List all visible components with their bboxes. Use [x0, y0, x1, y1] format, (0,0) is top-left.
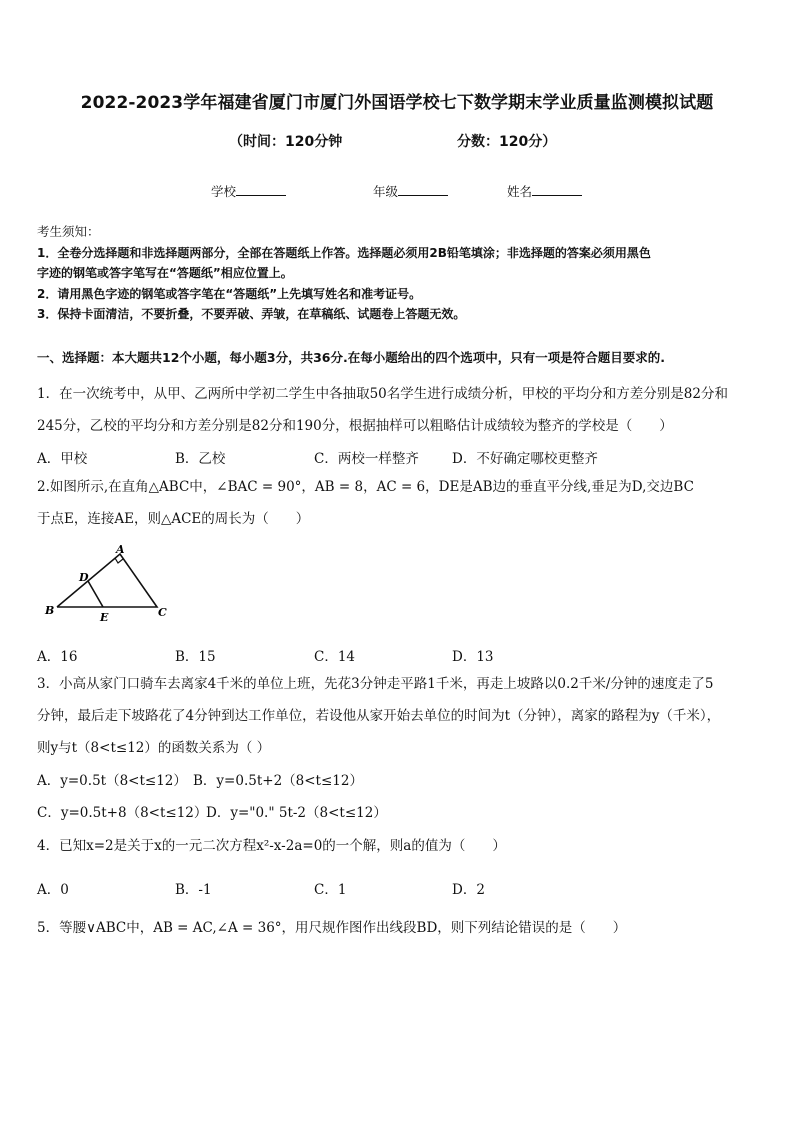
question-3-options-row2 [37, 801, 759, 825]
option-d: D．y="0." 5t-2（8<t≤12） [206, 805, 387, 821]
question-text: 分钟，最后走下坡路花了4分钟到达工作单位，若设他从家开始去单位的时间为t（分钟），离家的路程为y（千米）， [37, 708, 721, 724]
note-item: 2．请用黑色字迹的钢笔或答字笔在“答题纸”上先填写姓名和准考证号。 [37, 286, 422, 301]
grade-label: 年级 [373, 184, 399, 199]
school-blank [236, 183, 286, 196]
question-2 [37, 471, 759, 535]
triangle-figure [40, 540, 180, 625]
option-a: A．0 [37, 882, 69, 898]
option-a: A．甲校 [37, 451, 88, 467]
question-text: 则y与t（8<t≤12）的函数关系为（ ） [37, 740, 271, 756]
grade-blank [398, 183, 448, 196]
label-b: B [45, 604, 55, 617]
name-label: 姓名 [507, 184, 533, 199]
triangle-abc [57, 554, 157, 607]
question-1 [37, 378, 759, 442]
exam-subtitle [0, 131, 794, 151]
option-c: C．1 [314, 882, 347, 898]
note-item: 3．保持卡面清洁，不要折叠，不要弄破、弄皱，在草稿纸、试题卷上答题无效。 [37, 307, 466, 322]
question-2-options [37, 645, 759, 669]
note-item: 1．全卷分选择题和非选择题两部分，全部在答题纸上作答。选择题必须用2B铅笔填涂；非选择题的答案必须用黑色 [37, 245, 651, 260]
question-text: 4．已知x=2是关于x的一元二次方程x²-x-2a=0的一个解，则a的值为（ ） [37, 838, 506, 854]
question-4-options [37, 878, 759, 902]
option-c: C．y=0.5t+8（8<t≤12） [37, 805, 208, 821]
right-angle-mark [115, 558, 123, 563]
option-c: C．两校一样整齐 [314, 451, 419, 467]
question-3-options-row1 [37, 769, 759, 793]
question-5 [37, 912, 759, 944]
option-d: D．2 [452, 882, 485, 898]
option-a: A．16 [37, 649, 78, 665]
option-b: B．y=0.5t+2（8<t≤12） [193, 773, 363, 789]
option-b: B．15 [175, 649, 216, 665]
option-b: B．乙校 [175, 451, 226, 467]
time-label: （时间：120分钟 [229, 134, 343, 150]
school-label: 学校 [211, 184, 237, 199]
label-d: D [79, 571, 89, 584]
label-a: A [116, 543, 125, 556]
question-text: 2.如图所示,在直角△ABC中，∠BAC = 90°，AB = 8，AC = 6，DE是AB边的垂直平分线,垂足为D,交边BC [37, 479, 694, 495]
option-b: B．-1 [175, 882, 212, 898]
student-info-row [0, 182, 794, 200]
exam-title: 2022-2023学年福建省厦门市厦门外国语学校七下数学期末学业质量监测模拟试题 [80, 93, 714, 113]
name-blank [532, 183, 582, 196]
section-heading: 一、选择题：本大题共12个小题，每小题3分，共36分.在每小题给出的四个选项中，只有一项是符合题目要求的. [37, 350, 665, 365]
question-3 [37, 668, 759, 764]
note-item: 字迹的钢笔或答字笔写在“答题纸”相应位置上。 [37, 266, 293, 281]
question-text: 3．小高从家门口骑车去离家4千米的单位上班，先花3分钟走平路1千米，再走上坡路以0.2千米/分钟的速度走了5 [37, 676, 714, 692]
name-field [507, 182, 582, 200]
option-c: C．14 [314, 649, 356, 665]
option-d: D．13 [452, 649, 494, 665]
question-1-options [37, 447, 759, 471]
question-text: 于点E，连接AE，则△ACE的周长为（ ） [37, 511, 310, 527]
question-text: 1．在一次统考中，从甲、乙两所中学初二学生中各抽取50名学生进行成绩分析，甲校的平均分和方差分别是82分和 [37, 386, 728, 402]
notes-heading: 考生须知： [37, 224, 100, 239]
label-e: E [100, 611, 109, 624]
question-text: 245分，乙校的平均分和方差分别是82分和190分，根据抽样可以粗略估计成绩较为整齐的学校是（ ） [37, 418, 673, 434]
question-4 [37, 830, 759, 862]
exam-notes [37, 222, 757, 325]
option-d: D．不好确定哪校更整齐 [452, 451, 598, 467]
grade-field [373, 182, 448, 200]
school-field [211, 182, 286, 200]
segment-de [88, 581, 103, 607]
question-text: 5．等腰∨ABC中，AB = AC,∠A = 36°，用尺规作图作出线段BD，则下列结论错误的是（ ） [37, 920, 627, 936]
score-label: 分数：120分） [457, 134, 557, 150]
label-c: C [158, 606, 167, 619]
option-a: A．y=0.5t（8<t≤12） [37, 773, 187, 789]
